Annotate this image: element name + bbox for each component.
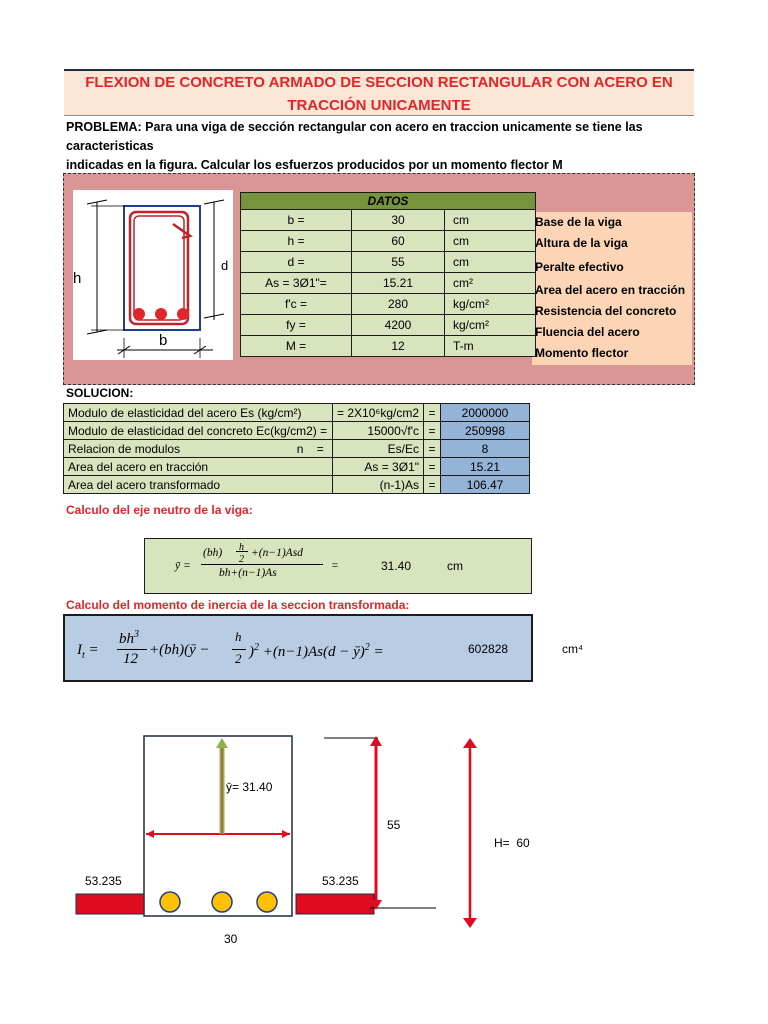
solucion-row xyxy=(64,404,530,422)
ybar-label: ӯ= 31.40 xyxy=(226,780,273,794)
steel-bar xyxy=(257,892,277,912)
neutral-axis-unit: cm xyxy=(447,559,463,573)
datos-desc: Area del acero en tracción xyxy=(535,283,686,297)
solucion-desc: Modulo de elasticidad del concreto Ec(kg/cm2) = xyxy=(64,422,333,440)
datos-desc: Altura de la viga xyxy=(535,236,628,250)
inertia-heading: Calculo del momento de inercia de la seccion transformada: xyxy=(66,598,410,612)
steel-bar xyxy=(160,892,180,912)
beam-section-figure xyxy=(73,190,233,360)
figure-label-h: h xyxy=(73,270,82,287)
solucion-result: 15.21 xyxy=(441,458,530,476)
title-banner xyxy=(64,69,694,116)
figure-label-b: b xyxy=(159,332,168,349)
inertia-unit: cm⁴ xyxy=(562,642,584,656)
solucion-desc: Area del acero transformado xyxy=(64,476,333,494)
datos-label: M = xyxy=(241,336,352,357)
datos-row xyxy=(241,231,536,252)
datos-value: 55 xyxy=(352,252,445,273)
solucion-equals: = xyxy=(424,458,441,476)
right-flange-label: 53.235 xyxy=(322,874,359,888)
datos-row xyxy=(241,273,536,294)
solucion-result: 106.47 xyxy=(441,476,530,494)
width-label: 30 xyxy=(224,932,238,946)
problem-statement xyxy=(66,118,696,175)
steel-bar xyxy=(212,892,232,912)
beam-section-drawing xyxy=(73,190,233,360)
solucion-desc: Relacion de modulos n = xyxy=(64,440,333,458)
problem-line-2: indicadas en la figura. Calcular los esfuerzos producidos por un momento flector M xyxy=(66,158,563,172)
solucion-equals: = xyxy=(424,476,441,494)
right-flange xyxy=(296,894,374,914)
dim-h-label: H= 60 xyxy=(494,836,530,850)
datos-value: 280 xyxy=(352,294,445,315)
datos-desc: Momento flector xyxy=(535,346,629,360)
datos-unit: cm xyxy=(445,252,536,273)
datos-unit: kg/cm² xyxy=(445,315,536,336)
problem-line-1: PROBLEMA: Para una viga de sección rectangular con acero en traccion unicamente se tiene las caracteristicas xyxy=(66,120,643,153)
solucion-formula: = 2X10⁶kg/cm2 xyxy=(333,404,424,422)
solucion-result: 2000000 xyxy=(441,404,530,422)
inertia-formula: $I_t$ = $bh^3$ 12 +(bh)(ӯ − h 2 )$^2 +(n-1)As(d - ӯ)^2$ = xyxy=(77,629,384,667)
datos-value: 4200 xyxy=(352,315,445,336)
datos-value: 60 xyxy=(352,231,445,252)
datos-desc: Fluencia del acero xyxy=(535,325,640,339)
datos-unit: kg/cm² xyxy=(445,294,536,315)
datos-table xyxy=(240,192,536,357)
solucion-formula: As = 3Ø1" xyxy=(333,458,424,476)
solucion-formula: 15000√f'c xyxy=(333,422,424,440)
transformed-section-diagram xyxy=(0,700,768,960)
solucion-formula: (n-1)As xyxy=(333,476,424,494)
solucion-desc: Area del acero en tracción xyxy=(64,458,333,476)
datos-unit: T-m xyxy=(445,336,536,357)
datos-row xyxy=(241,294,536,315)
datos-label: h = xyxy=(241,231,352,252)
datos-desc: Peralte efectivo xyxy=(535,260,624,274)
neutral-axis-value: 31.40 xyxy=(381,559,412,573)
solucion-equals: = xyxy=(424,440,441,458)
datos-unit: cm² xyxy=(445,273,536,294)
solucion-equals: = xyxy=(424,404,441,422)
solucion-label: SOLUCION: xyxy=(66,386,134,400)
title-line-1: FLEXION DE CONCRETO ARMADO DE SECCION RECTANGULAR CON ACERO EN xyxy=(85,74,673,91)
solucion-row xyxy=(64,422,530,440)
datos-value: 15.21 xyxy=(352,273,445,294)
dim-55-label: 55 xyxy=(387,818,401,832)
solucion-result: 8 xyxy=(441,440,530,458)
datos-label: fy = xyxy=(241,315,352,336)
solucion-result: 250998 xyxy=(441,422,530,440)
title-line-2: TRACCIÓN UNICAMENTE xyxy=(287,97,471,114)
neutral-axis-box xyxy=(144,538,532,594)
solucion-desc: Modulo de elasticidad del acero Es (kg/cm²) xyxy=(64,404,333,422)
datos-header: DATOS xyxy=(241,193,536,210)
datos-label: As = 3Ø1"= xyxy=(241,273,352,294)
inertia-value: 602828 xyxy=(468,642,509,656)
datos-row xyxy=(241,252,536,273)
datos-label: f'c = xyxy=(241,294,352,315)
solucion-row xyxy=(64,458,530,476)
neutral-axis-heading: Calculo del eje neutro de la viga: xyxy=(66,503,253,517)
solucion-row xyxy=(64,440,530,458)
beam-rectangle xyxy=(144,736,292,916)
datos-unit: cm xyxy=(445,210,536,231)
figure-label-d: d xyxy=(221,258,229,273)
left-flange-label: 53.235 xyxy=(85,874,122,888)
datos-label: b = xyxy=(241,210,352,231)
datos-row xyxy=(241,315,536,336)
solucion-table xyxy=(63,403,530,494)
datos-value: 12 xyxy=(352,336,445,357)
datos-header-row xyxy=(241,193,536,210)
left-flange xyxy=(76,894,144,914)
datos-value: 30 xyxy=(352,210,445,231)
datos-desc: Base de la viga xyxy=(535,215,622,229)
datos-row xyxy=(241,210,536,231)
solucion-equals: = xyxy=(424,422,441,440)
datos-unit: cm xyxy=(445,231,536,252)
inertia-box xyxy=(63,614,533,682)
solucion-formula: Es/Ec xyxy=(333,440,424,458)
solucion-row xyxy=(64,476,530,494)
neutral-axis-formula: ӯ = (bh) h 2 +(n−1)Asd bh+(n−1)As = xyxy=(175,542,339,579)
datos-desc: Resistencia del concreto xyxy=(535,304,677,318)
datos-label: d = xyxy=(241,252,352,273)
datos-row xyxy=(241,336,536,357)
